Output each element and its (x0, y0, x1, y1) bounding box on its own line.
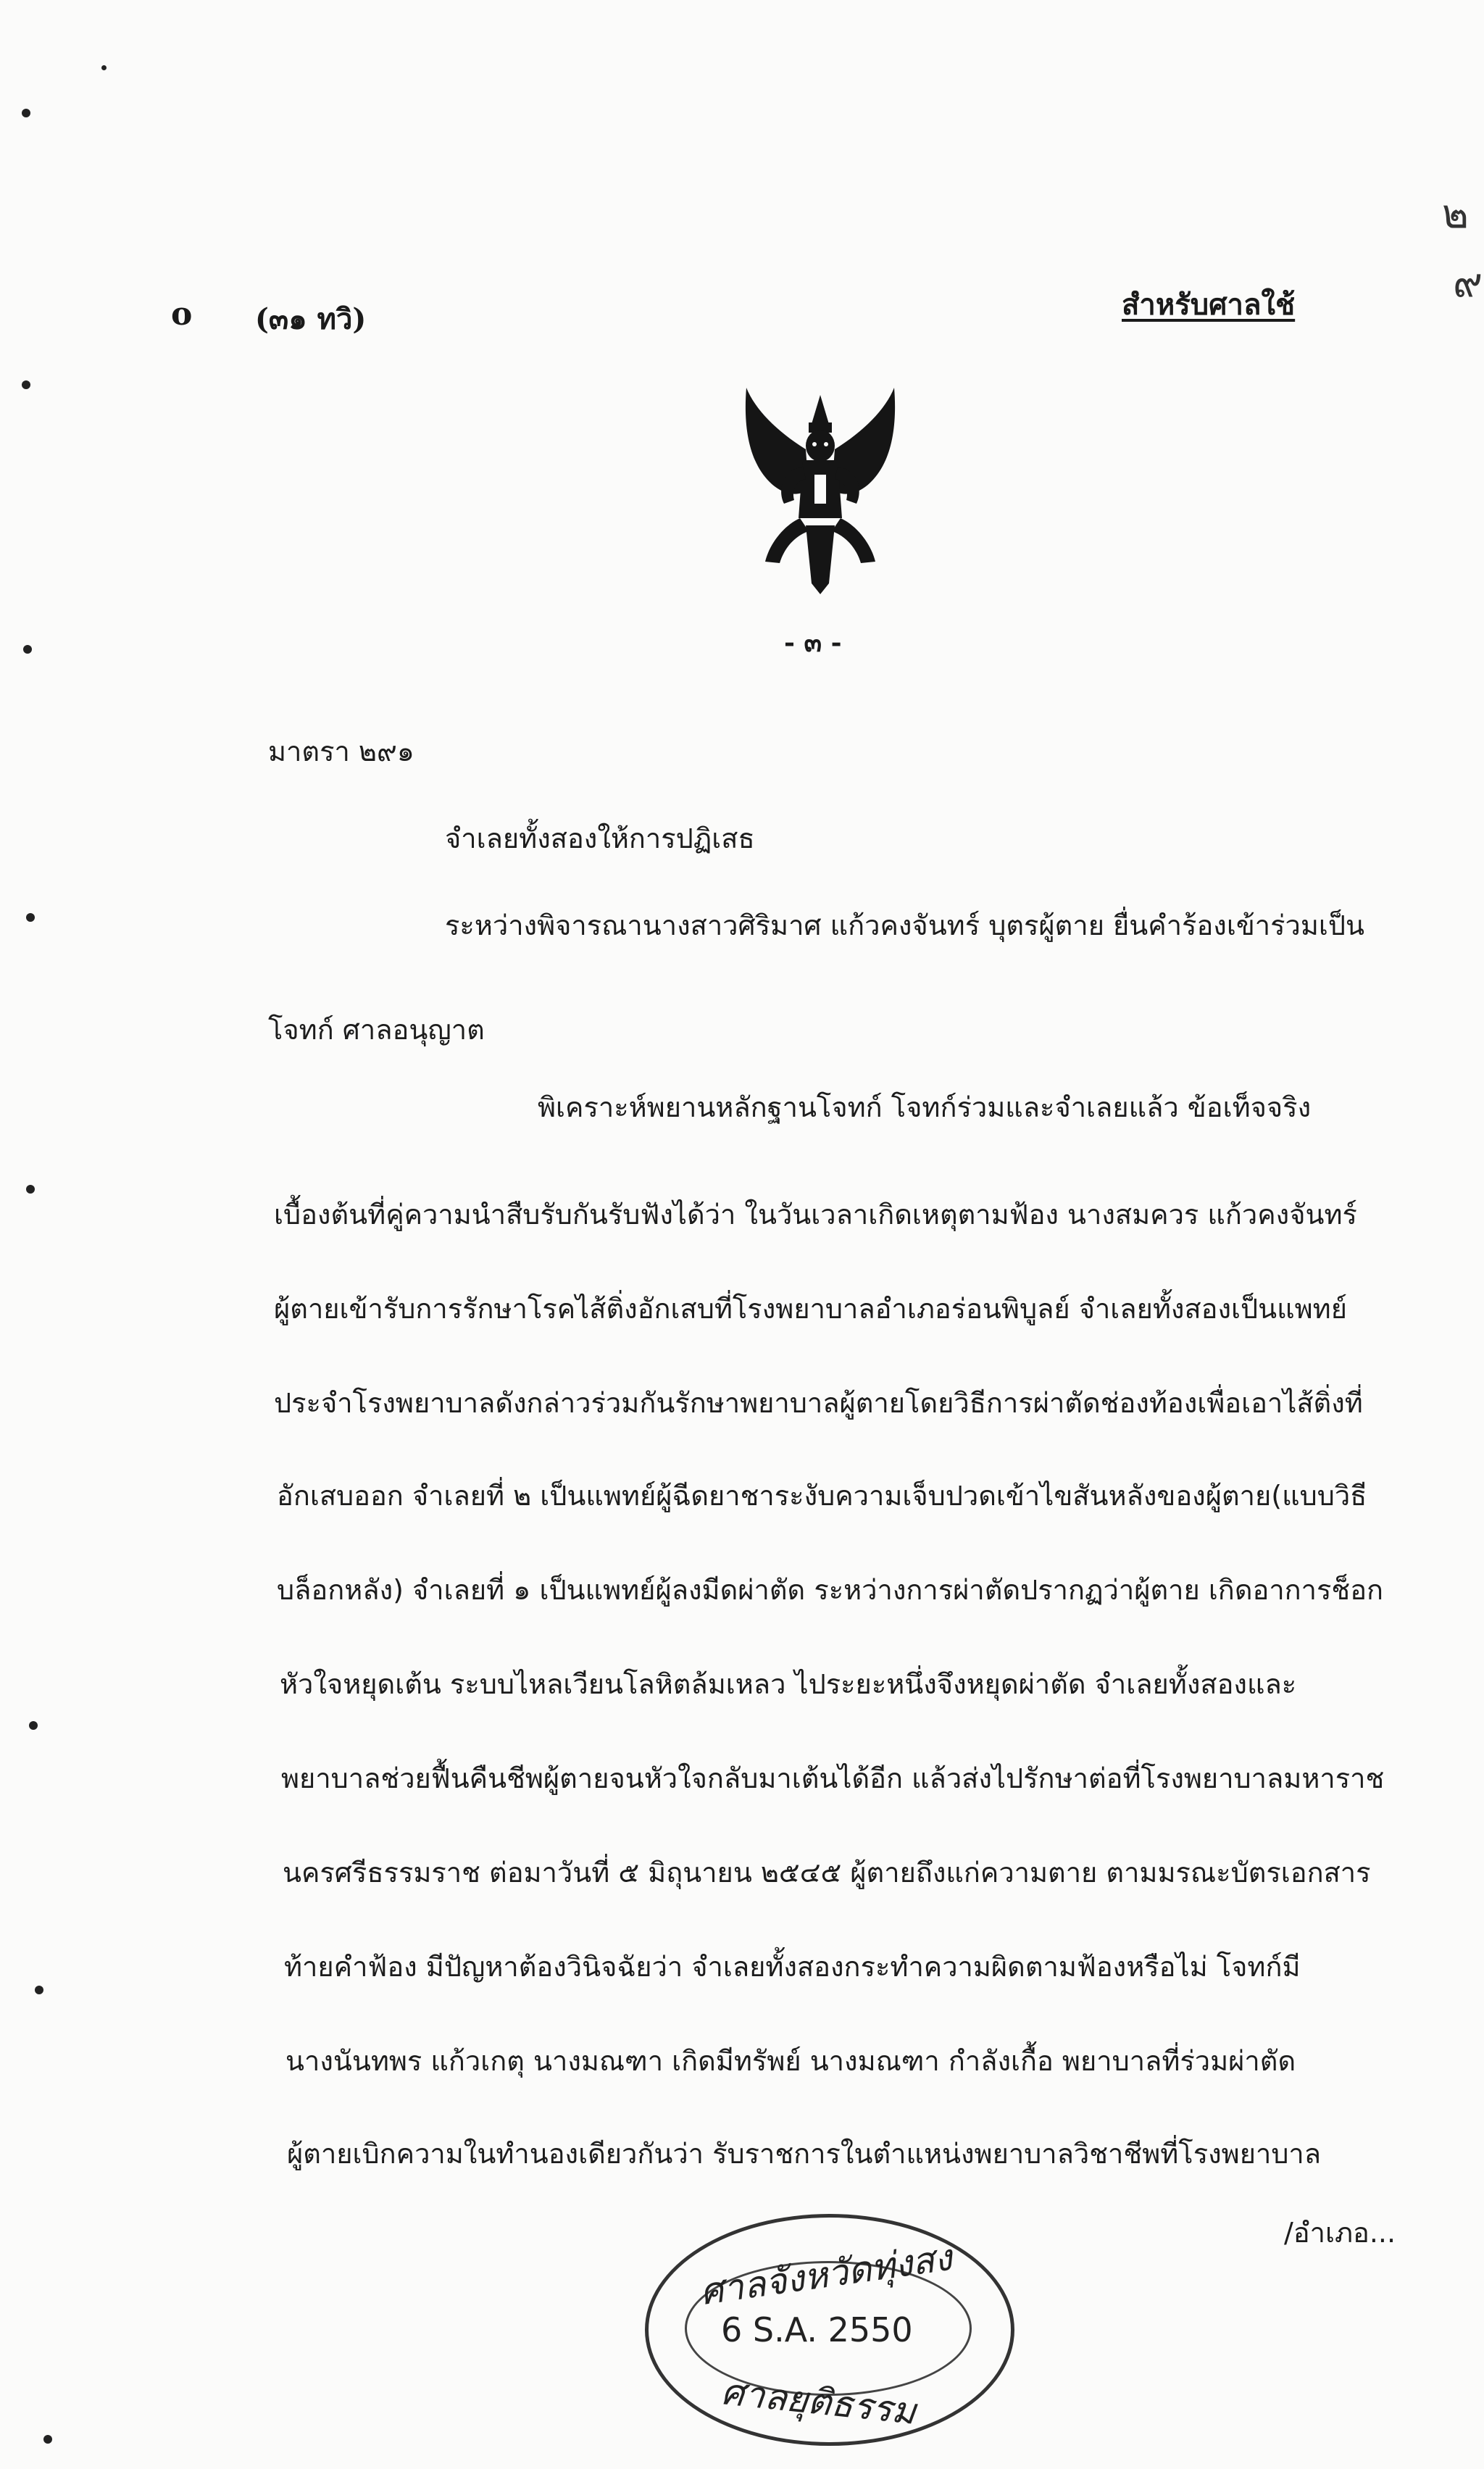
form-number: (๓๑ ทวิ) (255, 302, 367, 336)
court-use-label: สำหรับศาลใช้ (1122, 288, 1296, 322)
stamp-date: 6 S.A. 2550 (721, 2310, 913, 2349)
body-line: ผู้ตายเข้ารับการรักษาโรคไส้ติ่งอักเสบที่โรงพยาบาลอำเภอร่อนพิบูลย์ จำเลยทั้งสองเป็นแพทย์ (274, 1293, 1347, 1325)
body-line: นางนันทพร แก้วเกตุ นางมณฑา เกิดมีทรัพย์ นางมณฑา กำลังเกื้อ พยาบาลที่ร่วมผ่าตัด (285, 2045, 1296, 2077)
body-line: นครศรีธรรมราช ต่อมาวันที่ ๕ มิถุนายน ๒๕๔๕ ผู้ตายถึงแก่ความตาย ตามมรณะบัตรเอกสาร (283, 1857, 1371, 1889)
body-line: พิเคราะห์พยานหลักฐานโจทก์ โจทก์ร่วมและจำเลยแล้ว ข้อเท็จจริง (538, 1091, 1312, 1123)
body-line: ระหว่างพิจารณานางสาวศิริมาศ แก้วคงจันทร์ บุตรผู้ตาย ยื่นคำร้องเข้าร่วมเป็น (445, 909, 1365, 941)
scan-speck (22, 109, 30, 117)
stamp-justice: ศาลยุติธรรม (719, 2370, 918, 2433)
court-stamp (645, 2214, 1014, 2446)
body-line: บล็อกหลัง) จำเลยที่ ๑ เป็นแพทย์ผู้ลงมีดผ่าตัด ระหว่างการผ่าตัดปรากฏว่าผู้ตาย เกิดอาการช็อก (277, 1574, 1384, 1606)
body-line: ท้ายคำฟ้อง มีปัญหาต้องวินิจฉัยว่า จำเลยทั้งสองกระทำความผิดตามฟ้องหรือไม่ โจทก์มี (284, 1951, 1301, 1983)
scan-speck (29, 1721, 38, 1730)
circle-mark: o (171, 296, 193, 333)
body-line: จำเลยทั้งสองให้การปฏิเสธ (445, 823, 755, 854)
corner-mark-1: ๒ (1442, 191, 1469, 238)
body-line: พยาบาลช่วยฟื้นคืนชีพผู้ตายจนหัวใจกลับมาเต้นได้อีก แล้วส่งไปรักษาต่อที่โรงพยาบาลมหาราช (281, 1762, 1385, 1794)
scan-speck (101, 65, 107, 70)
scan-speck (26, 1185, 35, 1194)
continuation-marker: /อำเภอ... (1284, 2217, 1396, 2249)
scan-speck (35, 1986, 43, 1994)
statute-section: มาตรา ๒๙๑ (268, 736, 414, 767)
body-line: ผู้ตายเบิกความในทำนองเดียวกันว่า รับราชการในตำแหน่งพยาบาลวิชาชีพที่โรงพยาบาล (287, 2138, 1322, 2170)
body-line: หัวใจหยุดเต้น ระบบไหลเวียนโลหิตล้มเหลว ไประยะหนึ่งจึงหยุดผ่าตัด จำเลยทั้งสองและ (280, 1668, 1297, 1700)
scan-speck (43, 2435, 52, 2444)
page-number: - ๓ - (784, 628, 842, 658)
scan-speck (22, 380, 30, 389)
scan-speck (26, 913, 35, 922)
scan-speck (23, 645, 32, 654)
body-line: อักเสบออก จำเลยที่ ๒ เป็นแพทย์ผู้ฉีดยาชาระงับความเจ็บปวดเข้าไขสันหลังของผู้ตาย(แบบวิธี (277, 1480, 1367, 1512)
body-line: โจทก์ ศาลอนุญาต (268, 1014, 485, 1046)
garuda-emblem-icon (733, 380, 907, 598)
corner-mark-2: ๙ (1453, 259, 1483, 307)
body-line: ประจำโรงพยาบาลดังกล่าวร่วมกันรักษาพยาบาลผู้ตายโดยวิธีการผ่าตัดช่องท้องเพื่อเอาไส้ติ่งที่ (274, 1387, 1363, 1419)
stamp-court-name: ศาลจังหวัดทุ่งสง (697, 2236, 955, 2314)
body-line: เบื้องต้นที่คู่ความนำสืบรับกันรับฟังได้ว่า ในวันเวลาเกิดเหตุตามฟ้อง นางสมควร แก้วคงจันทร์ (274, 1199, 1357, 1231)
